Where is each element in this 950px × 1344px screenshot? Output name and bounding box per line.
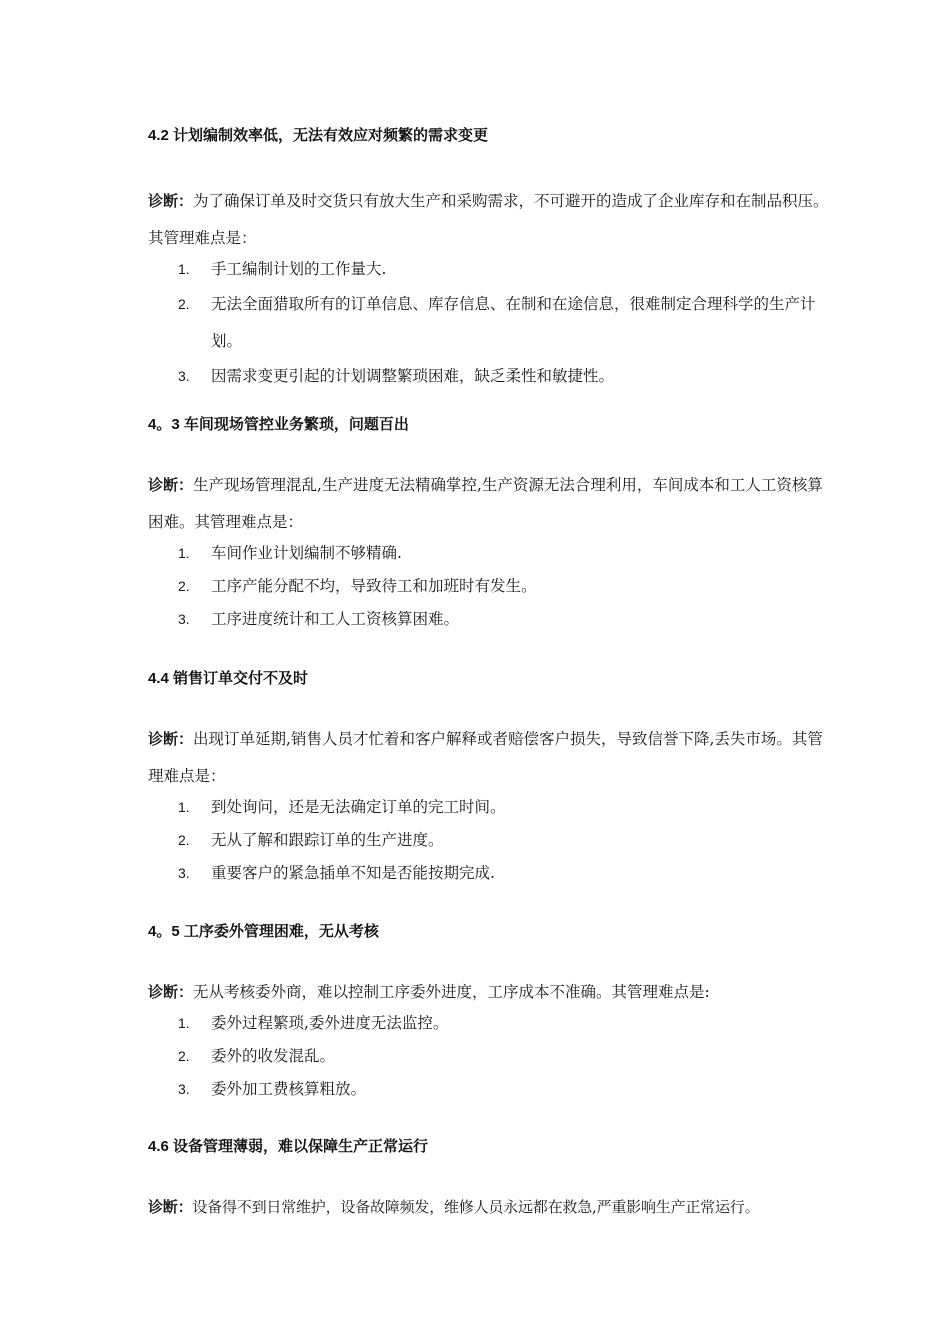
diagnosis-text: 生产现场管理混乱,生产进度无法精确掌控,生产资源无法合理利用，车间成本和工人工资核算困难。其管理难点是：: [148, 476, 823, 531]
section-4-3: [148, 415, 838, 636]
diagnosis-text: 为了确保订单及时交货只有放大生产和采购需求，不可避开的造成了企业库存和在制品积压。其管理难点是：: [148, 192, 829, 247]
list-text: 无从了解和跟踪订单的生产进度。: [211, 831, 444, 849]
diagnosis-label: 诊断：: [148, 192, 194, 210]
difficulty-list: [148, 537, 838, 636]
list-number: 3.: [178, 865, 190, 881]
list-number: 2.: [178, 1048, 190, 1064]
list-text: 委外过程繁琐,委外进度无法监控。: [211, 1014, 449, 1032]
list-item: [148, 824, 838, 857]
list-text: 车间作业计划编制不够精确.: [211, 544, 402, 562]
diagnosis-text: 设备得不到日常维护，设备故障频发，维修人员永远都在救急,严重影响生产正常运行。: [192, 1198, 760, 1216]
diagnosis-label: 诊断：: [148, 730, 194, 748]
list-number: 2.: [178, 296, 190, 312]
list-item: [148, 537, 838, 570]
section-4-2: [148, 126, 838, 393]
diagnosis-paragraph: [148, 467, 838, 541]
list-item: [148, 791, 838, 824]
list-number: 1.: [178, 261, 190, 277]
list-item: [148, 1040, 838, 1073]
list-number: 2.: [178, 578, 190, 594]
list-text: 到处询问，还是无法确定订单的完工时间。: [211, 798, 506, 816]
section-heading: 4.2 计划编制效率低，无法有效应对频繁的需求变更: [148, 127, 489, 144]
list-number: 1.: [178, 799, 190, 815]
list-item: [148, 1073, 838, 1106]
diagnosis-text: 出现订单延期,销售人员才忙着和客户解释或者赔偿客户损失，导致信誉下降,丢失市场。其管理难点是：: [148, 730, 823, 785]
list-item: [148, 1007, 838, 1040]
diagnosis-paragraph: [148, 974, 838, 1011]
diagnosis-label: 诊断：: [148, 1198, 193, 1216]
section-4-6: [148, 1137, 828, 1226]
diagnosis-paragraph: [148, 721, 838, 795]
section-4-4: [148, 669, 838, 890]
list-number: 3.: [178, 368, 190, 384]
diagnosis-text: 无从考核委外商，难以控制工序委外进度，工序成本不准确。其管理难点是:: [193, 983, 710, 1001]
difficulty-list: [148, 1007, 838, 1106]
list-text: 委外加工费核算粗放。: [211, 1080, 367, 1098]
list-number: 1.: [178, 1015, 190, 1031]
list-number: 1.: [178, 545, 190, 561]
difficulty-list: [148, 253, 838, 393]
list-text: 工序进度统计和工人工资核算困难。: [211, 610, 460, 628]
section-heading: 4.4 销售订单交付不及时: [148, 670, 309, 687]
diagnosis-label: 诊断：: [148, 476, 194, 494]
list-item: [148, 570, 838, 603]
section-4-5: [148, 922, 838, 1106]
list-text: 重要客户的紧急插单不知是否能按期完成.: [211, 864, 495, 882]
list-text: 手工编制计划的工作量大.: [211, 260, 387, 278]
diagnosis-paragraph: [148, 183, 838, 257]
list-number: 3.: [178, 1081, 190, 1097]
diagnosis-paragraph: [148, 1189, 828, 1226]
diagnosis-label: 诊断：: [148, 983, 194, 1001]
list-number: 2.: [178, 832, 190, 848]
list-item: [148, 286, 838, 360]
section-heading: 4.6 设备管理薄弱，难以保障生产正常运行: [148, 1138, 429, 1155]
section-heading: 4。5 工序委外管理困难，无从考核: [148, 923, 379, 940]
list-text: 因需求变更引起的计划调整繁琐困难，缺乏柔性和敏捷性。: [211, 367, 615, 385]
list-text: 委外的收发混乱。: [211, 1047, 336, 1065]
difficulty-list: [148, 791, 838, 890]
list-text: 工序产能分配不均，导致待工和加班时有发生。: [211, 577, 537, 595]
list-item: [148, 360, 838, 393]
list-item: [148, 603, 838, 636]
list-item: [148, 857, 838, 890]
section-heading: 4。3 车间现场管控业务繁琐，问题百出: [148, 416, 409, 433]
list-number: 3.: [178, 611, 190, 627]
list-text: 无法全面猎取所有的订单信息、库存信息、在制和在途信息，很难制定合理科学的生产计划。: [211, 295, 816, 350]
list-item: [148, 253, 838, 286]
